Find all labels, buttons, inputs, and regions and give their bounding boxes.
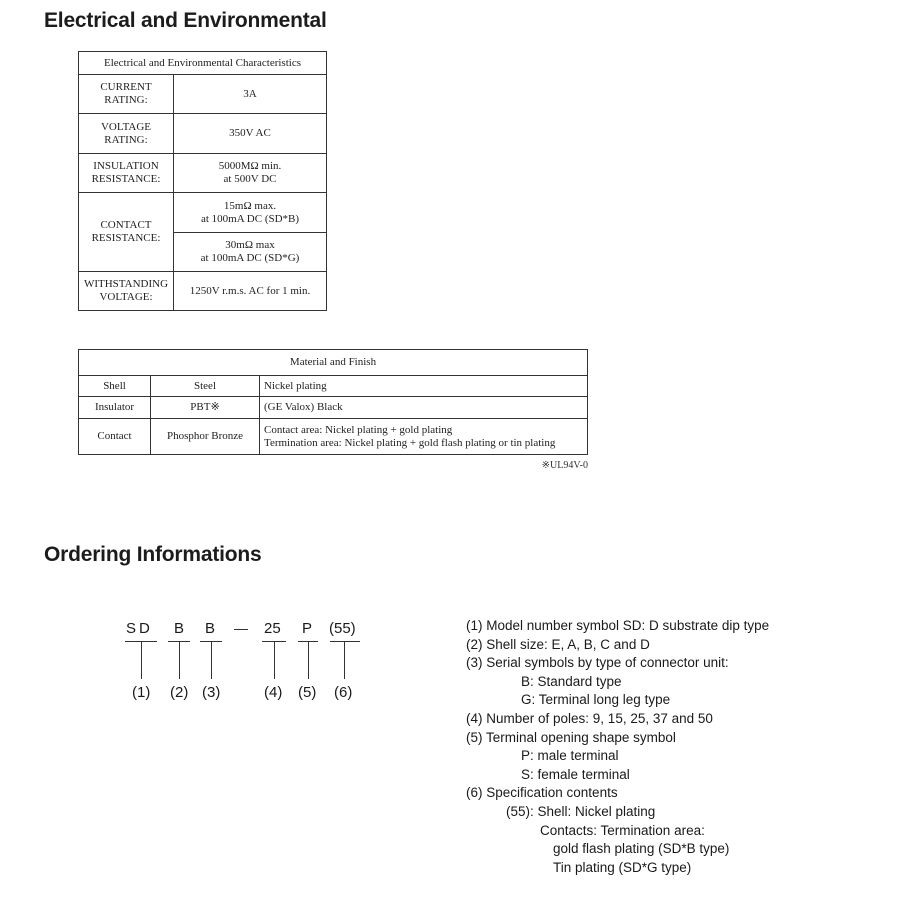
shell-material: Steel — [151, 376, 260, 397]
connector-line — [211, 641, 212, 679]
shell-part: Shell — [79, 376, 151, 397]
connector-line — [141, 641, 142, 679]
contact-resistance-b-value: 15mΩ max. at 100mA DC (SD*B) — [174, 193, 327, 233]
connector-line — [274, 641, 275, 679]
electrical-heading: Electrical and Environmental — [44, 9, 327, 32]
list-item: (5) Terminal opening shape symbol — [466, 729, 676, 745]
footnote: ※UL94V-0 — [541, 460, 588, 471]
code-serial: B — [205, 620, 216, 637]
contact-resistance-g-value: 30mΩ max at 100mA DC (SD*G) — [174, 233, 327, 272]
number-label: (2) — [170, 684, 189, 701]
shell-finish: Nickel plating — [260, 376, 588, 397]
connector-line — [344, 641, 345, 679]
voltage-value: 350V AC — [174, 114, 327, 154]
electrical-table-title: Electrical and Environmental Characteristics — [79, 52, 327, 75]
code-dash — [234, 629, 248, 630]
list-item: (55): Shell: Nickel plating — [506, 803, 656, 819]
number-label: (1) — [132, 684, 151, 701]
contact-part: Contact — [79, 419, 151, 455]
current-label: CURRENT RATING: — [79, 75, 174, 114]
table-row — [79, 376, 588, 397]
number-label: (6) — [334, 684, 353, 701]
list-item: S: female terminal — [521, 766, 630, 782]
ordering-description-list — [466, 617, 769, 877]
list-item: Contacts: Termination area: — [540, 822, 705, 838]
list-item: G: Terminal long leg type — [521, 692, 671, 708]
contact-material: Phosphor Bronze — [151, 419, 260, 455]
code-shell-size: B — [174, 620, 185, 637]
connector-line — [308, 641, 309, 679]
number-label: (5) — [298, 684, 317, 701]
number-label: (3) — [202, 684, 221, 701]
insulator-finish: (GE Valox) Black — [260, 397, 588, 419]
list-item: Tin plating (SD*G type) — [553, 859, 692, 875]
voltage-label: VOLTAGE RATING: — [79, 114, 174, 154]
list-item: (3) Serial symbols by type of connector unit: — [466, 655, 729, 671]
contact-resistance-label: CONTACT RESISTANCE: — [79, 193, 174, 272]
material-finish-table — [78, 349, 588, 455]
code-sd: SD — [126, 620, 153, 637]
code-spec: (55) — [329, 620, 356, 637]
ordering-heading: Ordering Informations — [44, 543, 262, 566]
list-item: (1) Model number symbol SD: D substrate dip type — [466, 618, 770, 633]
insulation-value: 5000MΩ min. at 500V DC — [174, 154, 327, 193]
table-row — [79, 397, 588, 419]
material-table-title: Material and Finish — [79, 350, 588, 376]
withstanding-label: WITHSTANDING VOLTAGE: — [79, 272, 174, 311]
current-value: 3A — [174, 75, 327, 114]
insulator-part: Insulator — [79, 397, 151, 419]
code-terminal: P — [302, 620, 313, 637]
code-poles: 25 — [264, 620, 281, 637]
electrical-characteristics-table — [78, 51, 327, 311]
list-item: (6) Specification contents — [466, 785, 618, 801]
contact-finish: Contact area: Nickel plating + gold plating Termination area: Nickel plating + gold flash plating or tin plating — [260, 419, 588, 455]
connector-line — [179, 641, 180, 679]
withstanding-value: 1250V r.m.s. AC for 1 min. — [174, 272, 327, 311]
number-label: (4) — [264, 684, 283, 701]
list-item: P: male terminal — [521, 748, 619, 764]
underline — [330, 641, 360, 642]
list-item: gold flash plating (SD*B type) — [553, 841, 730, 857]
list-item: B: Standard type — [521, 673, 622, 689]
list-item: (2) Shell size: E, A, B, C and D — [466, 636, 650, 652]
list-item: (4) Number of poles: 9, 15, 25, 37 and 50 — [466, 710, 713, 726]
table-row — [79, 419, 588, 455]
insulation-label: INSULATION RESISTANCE: — [79, 154, 174, 193]
insulator-material: PBT※ — [151, 397, 260, 419]
